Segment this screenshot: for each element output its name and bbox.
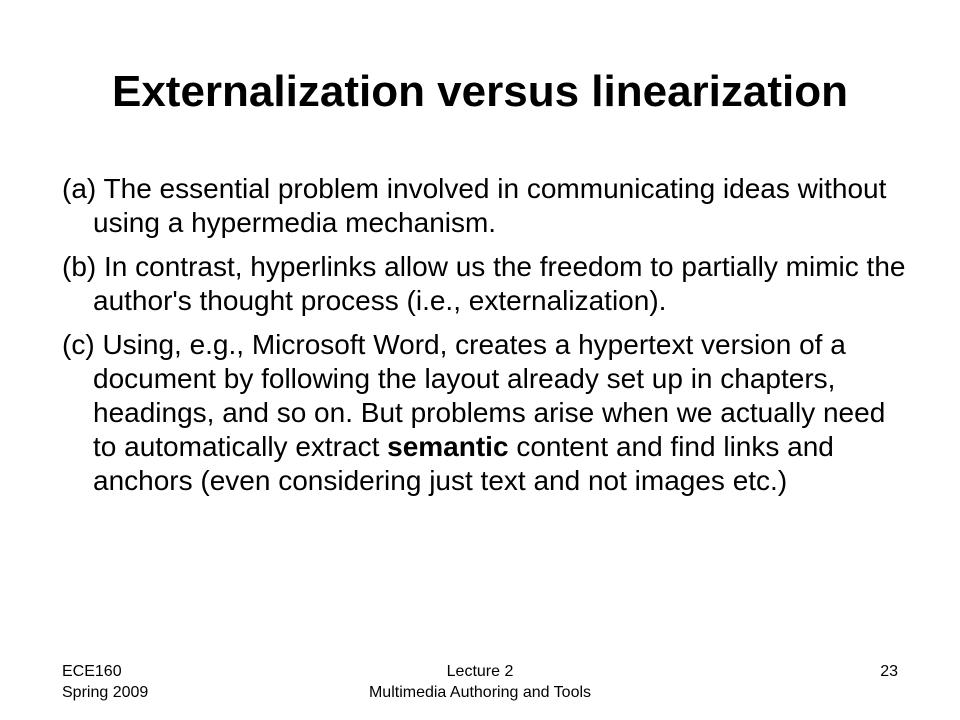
slide-title: Externalization versus linearization bbox=[111, 67, 848, 116]
bullet-label: (c) bbox=[62, 329, 95, 360]
footer-course: ECE160 bbox=[62, 663, 122, 680]
footer-course-info bbox=[62, 661, 148, 703]
emphasis-text: semantic bbox=[387, 431, 509, 462]
bullet-text: In contrast, hyperlinks allow us the freedom to partially mimic the author's thought process (i.e., externalization). bbox=[93, 251, 906, 316]
bullet-label: (b) bbox=[62, 251, 97, 282]
bullet-list bbox=[62, 172, 912, 508]
bullet-text: The essential problem involved in communicating ideas without using a hypermedia mechanism. bbox=[93, 173, 887, 238]
bullet-point-a bbox=[62, 172, 912, 240]
footer-lecture-info bbox=[300, 661, 660, 703]
footer-term: Spring 2009 bbox=[62, 684, 149, 701]
bullet-label: (a) bbox=[62, 173, 97, 204]
bullet-text: Using, e.g., Microsoft Word, creates a hypertext version of a document by following the layout already set up in chapters, headings, and so on. But problems arise when we actually need to automatically extract bbox=[93, 329, 886, 462]
bullet-point-c bbox=[62, 328, 912, 498]
footer-lecture: Lecture 2 bbox=[446, 663, 514, 680]
footer-page-number: 23 bbox=[880, 663, 898, 680]
bullet-text-continued: content and find links and anchors (even considering just text and not images etc.) bbox=[93, 431, 834, 496]
footer-lecture-title: Multimedia Authoring and Tools bbox=[368, 684, 592, 701]
bullet-point-b bbox=[62, 250, 912, 318]
